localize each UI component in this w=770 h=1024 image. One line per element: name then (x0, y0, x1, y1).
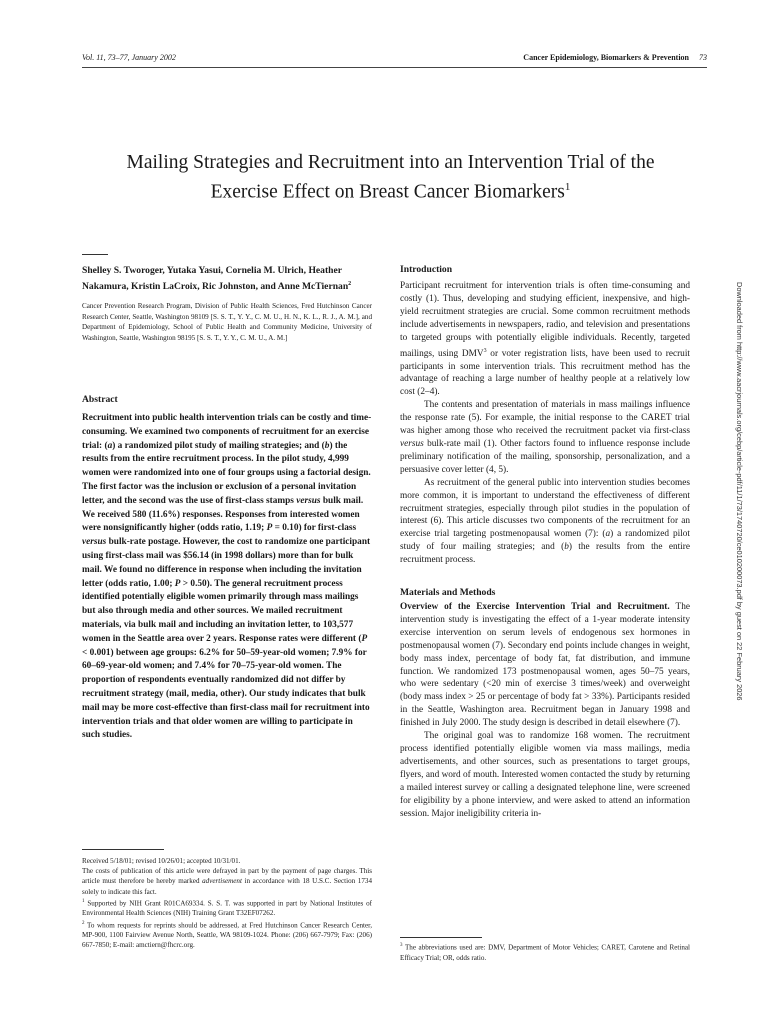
footnotes-left (82, 856, 372, 951)
author-names: Shelley S. Tworoger, Yutaka Yasui, Cornelia M. Ulrich, Heather Nakamura, Kristin LaCroix, Ric Johnston, and Anne McTiernan (82, 265, 349, 292)
footnote-rule-right (400, 937, 482, 938)
title-line-2: Exercise Effect on Breast Cancer Biomarkers (210, 181, 565, 203)
introduction-heading: Introduction (400, 264, 453, 275)
title-line-1: Mailing Strategies and Recruitment into an Intervention Trial of the (126, 152, 655, 173)
running-head (523, 53, 707, 62)
right-column (400, 264, 690, 820)
author-footnote-mark: 2 (348, 280, 352, 287)
publication-costs-note: The costs of publication of this article were defrayed in part by the payment of page charges. This article must therefore be hereby marked advertisement in accordance with 18 U.S.C. Section 1734 solely to indicate this fact. (82, 867, 372, 896)
intro-paragraph-2: The contents and presentation of materials in mass mailings influence the response rate (5). For example, the initial response to the CARET trial was higher among those who received the recruitment packet via first-class versus bulk-rate mail (1). Other factors found to influence response include preliminary notification of the mailing, sponsorship, personalization, and a persuasive cover letter (4, 5). (400, 400, 690, 475)
header-rule (82, 67, 707, 68)
left-column (82, 264, 372, 344)
intro-paragraph-1: Participant recruitment for intervention trials is often time-consuming and costly (1). Thus, developing and studying efficient, inexpensive, and high-yield recruitment strategies are crucial. Some common recruitment methods include advertisements in newspapers, radio, and television and presentations to targeted groups with potentially eligible individuals. Recently, targeted mailings, using DMV$^3$ or voter registration lists, have been used to recruit participants in some intervention trials. This recruitment method has the advantage of reaching a large number of healthy people at a relatively low cost (2–4). (400, 281, 691, 398)
methods-paragraph-2: The original goal was to randomize 168 women. The recruitment process identified potentially eligible women via mass mailings, media advertisements, and other sources, such as presentations to target groups, flyers, and word of mouth. Interested women contacted the study by returning a mailed interest survey or calling a designated telephone line, were screened for eligibility by a phone interview, and were asked to attend an information session. Major ineligibility criteria in- (400, 731, 690, 819)
methods-paragraph-1: Overview of the Exercise Intervention Trial and Recruitment. The intervention study is investigating the effect of a 1-year moderate intensity exercise intervention on serum levels of endogenous sex hormones in postmenopausal women (7). Secondary end points include changes in weight, body mass index, percentage of body fat, fat distribution, and immune function. We randomized 173 postmenopausal women, ages 50–75 years, who were sedentary (<20 min of exercise 3 times/week) and overweight (body mass index > 25 or percentage of body fat > 33%). Participants resided in the Seattle, Washington area. Recruitment began in January 1998 and finished in July 2000. The study design is described in detail elsewhere (7). (400, 602, 690, 729)
methods-heading: Materials and Methods (400, 587, 496, 599)
title-separator (82, 254, 108, 255)
author-affiliation: Cancer Prevention Research Program, Division of Public Health Sciences, Fred Hutchinson Cancer Research Center, Seattle, Washington 98109 [S. S. T., Y. Y., C. M. U., H. N., K. L., R. J., A. M.], and Department of Epidemiology, School of Public Health and Community Medicine, University of Washington, Seattle, Washington 98195 [S. S. T., Y. Y., C. M. U., A. M.] (82, 302, 372, 342)
journal-issue: Vol. 11, 73–77, January 2002 (82, 53, 176, 62)
download-watermark: Downloaded from http://www.aacrjournals.org/cebp/article-pdf/11/1/73/1740720/ce010200073.pdf by guest on 22 February 2026 (735, 282, 744, 701)
article-title (82, 151, 699, 205)
abstract-section (82, 394, 372, 743)
abstract-heading: Abstract (82, 394, 118, 405)
footnotes-right (400, 941, 690, 963)
page-number: 73 (699, 53, 707, 62)
intro-paragraph-3: As recruitment of the general public into intervention studies becomes more common, it is important to understand the effectiveness of different recruitment strategies, especially through pilot studies in the population of interest (6). This article discusses two components of the recruitment for an exercise trial targeting postmenopausal women (7): (a) a randomized pilot study of four mailing strategies; and (b) the results from the entire recruitment process. (400, 477, 690, 566)
footnote-3: $^3$ The abbreviations used are: DMV, Department of Motor Vehicles; CARET, Carotene and Retinal Efficacy Trial; OR, odds ratio. (400, 943, 690, 962)
footnote-1: $^1$ Supported by NIH Grant R01CA69334. S. S. T. was supported in part by National Institutes of Environmental Health Sciences (NIH) Training Grant T32EF07262. (82, 898, 372, 918)
received-dates: Received 5/18/01; revised 10/26/01; accepted 10/31/01. (82, 857, 241, 865)
abstract-text: Recruitment into public health intervention trials can be costly and time-consuming. We examined two components of recruitment for an exercise trial: (a) a randomized pilot study of mailing strategies; and (b) the results from the entire recruitment process. In the pilot study, 4,999 women were randomized into one of four groups using a factorial design. The first factor was the inclusion or exclusion of a personal invitation letter, and the second was the use of first-class stamps versus bulk mail. We received 580 (11.6%) responses. Responses from interested women were nonsignificantly higher (odds ratio, 1.19; P = 0.10) for first-class versus bulk-rate postage. However, the cost to randomize one participant using first-class mail was $56.14 (in 1998 dollars) more than for bulk mail. We found no difference in response when including the invitation letter (odds ratio, 1.00; P > 0.50). The general recruitment process identified potentially eligible women primarily through mass mailings but also through media and other sources. We mailed recruitment materials, via bulk mail and including an invitation letter, to 103,577 women in the Seattle area over 2 years. Response rates were different (P < 0.001) between age groups: 6.2% for 50–59-year-old women; 7.9% for 60–69-year-old women; and 7.4% for 70–75-year-old women. The proportion of respondents eventually randomized did not differ by recruitment strategy (mail, media, other). Our study indicates that bulk mail may be more cost-effective than first-class mail for recruitment into intervention trials and that older women are willing to participate in such studies. (82, 413, 372, 741)
footnote-rule-left (82, 849, 164, 850)
title-footnote-mark: 1 (564, 181, 571, 193)
journal-name: Cancer Epidemiology, Biomarkers & Prevention (523, 53, 689, 62)
author-list (82, 264, 372, 293)
footnote-2: $^2$ To whom requests for reprints should be addressed, at Fred Hutchinson Cancer Research Center, MP-900, 1100 Fairview Avenue North, Seattle, WA 98109-1024. Phone: (206) 667-7979; Fax: (206) 667-7850; E-mail: amctiern@fhcrc.org. (82, 920, 372, 950)
